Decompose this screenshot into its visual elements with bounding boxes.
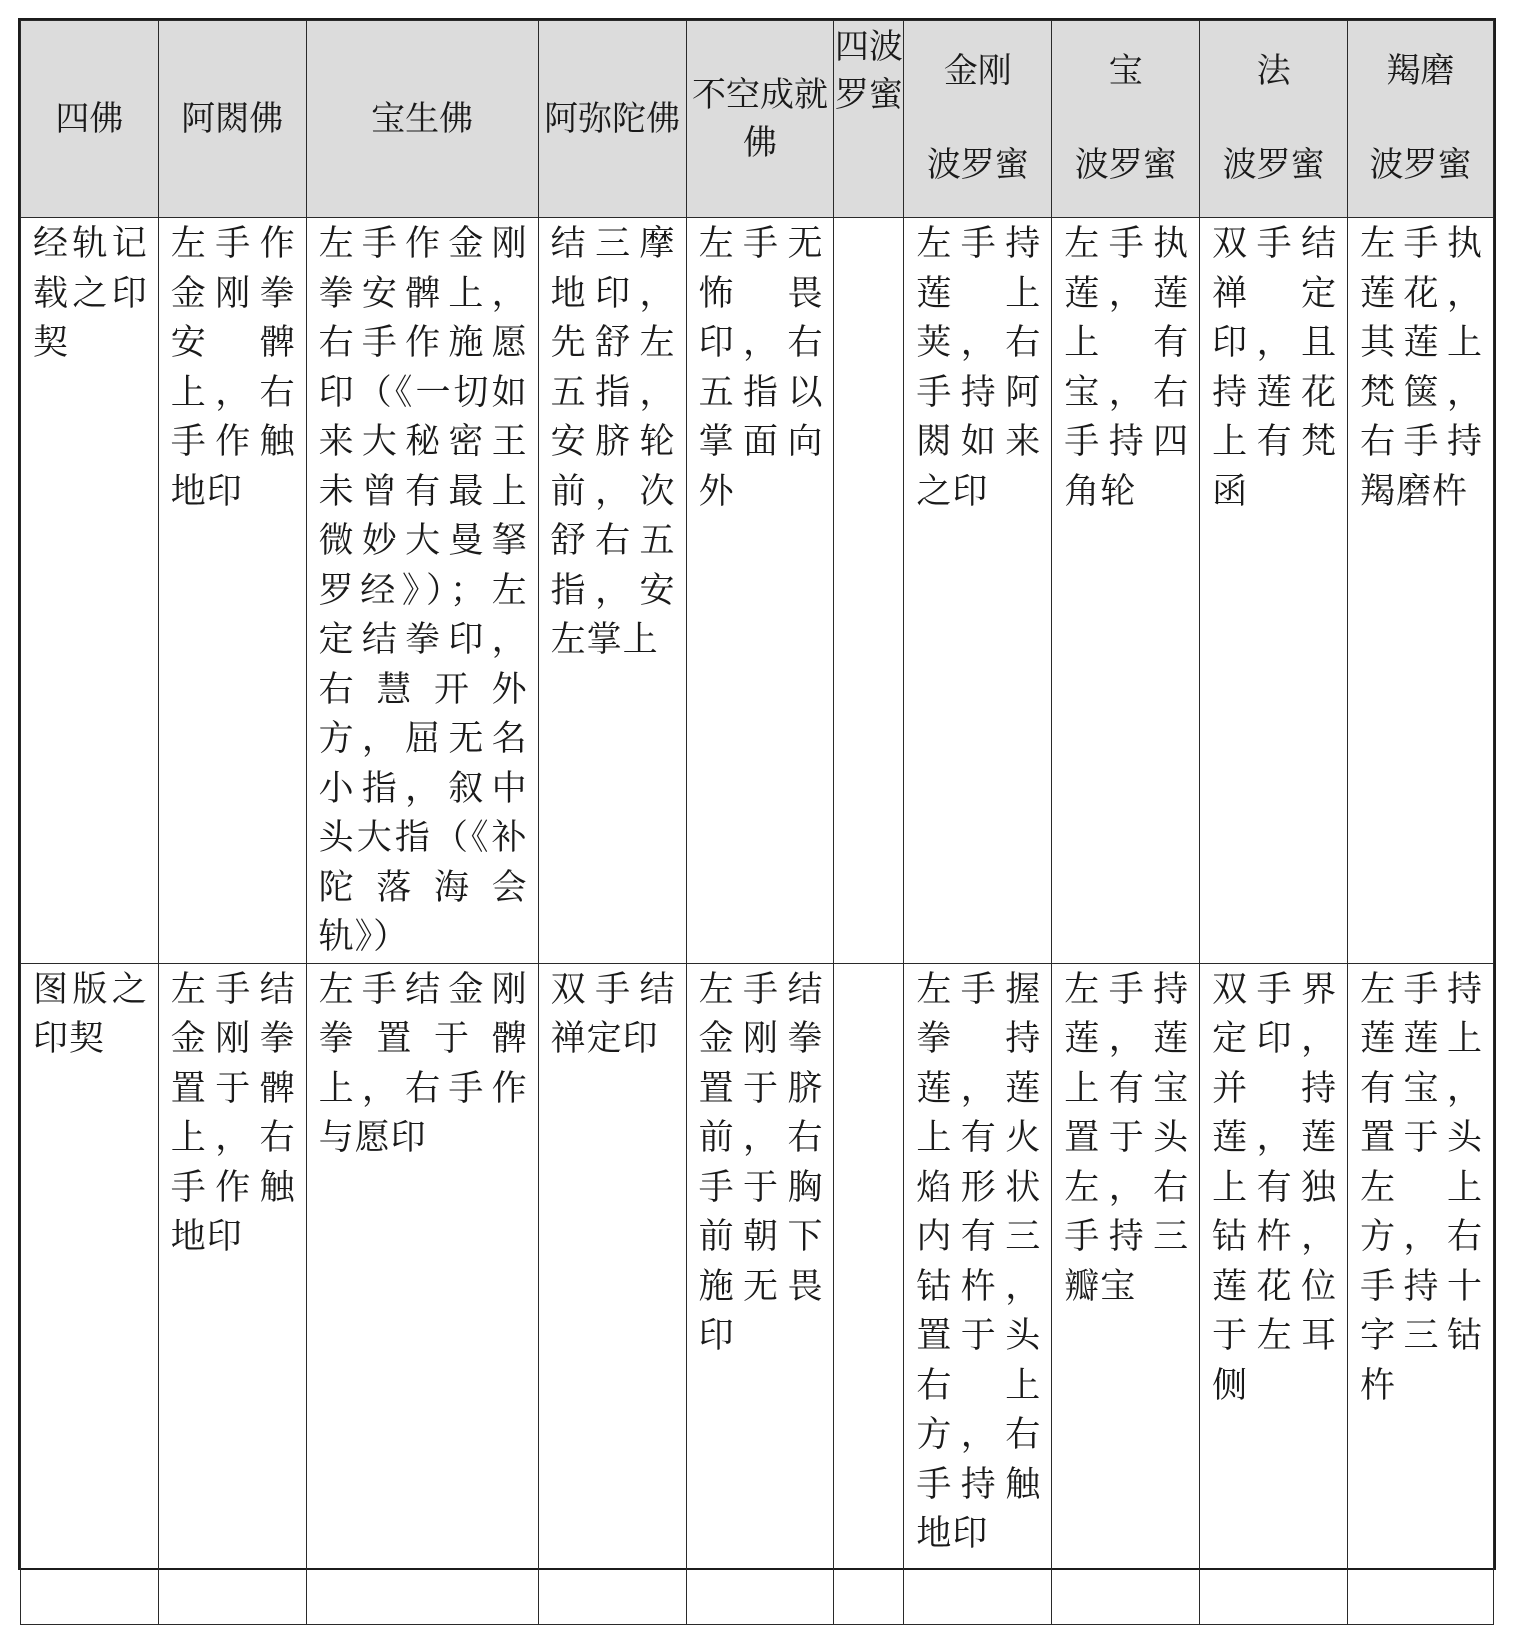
header-amoghasiddhi: 不空成就佛: [686, 21, 834, 218]
table-cell: 左手作金刚拳安髀上，右手作施愿印（《一切如来大秘密王未曾有最上微妙大曼拏罗经》）；左定结拳印，右慧开外方，屈无名小指，叙中头大指（《补陀落海会轨》）: [306, 218, 538, 964]
table-cell: 左手握拳持莲，莲上有火焰形状内有三钴杵，置于头右上方，右手持触地印: [904, 963, 1052, 1624]
table-cell: 左手持莲上荚，右手持阿閦如来之印: [904, 218, 1052, 964]
table-row: [21, 963, 1494, 1624]
header-line-1: 金刚: [943, 51, 1012, 91]
header-ratnasambhava: 宝生佛: [306, 21, 538, 218]
table-cell: 双手结禅定印: [538, 963, 686, 1624]
header-karma-paramita: [1348, 21, 1494, 218]
header-amitabha: 阿弥陀佛: [538, 21, 686, 218]
header-line-1: 羯磨: [1386, 51, 1455, 91]
table-cell: 左手持莲莲上有宝，置于头左上方，右手持十字三钴杵: [1348, 963, 1494, 1624]
table-cell: 左手无怖畏印，右五指以掌面向外: [686, 218, 834, 964]
table-cell: 左手作金刚拳安髀上，右手作触地印: [158, 218, 306, 964]
table-cell: 左手结金刚拳置于脐前，右手于胸前朝下施无畏印: [686, 963, 834, 1624]
table-cell: [834, 963, 904, 1624]
table-cell: 双手界定印，并持莲，莲上有独钴杵，莲花位于左耳侧: [1200, 963, 1348, 1624]
table-row: [21, 218, 1494, 964]
header-ratna-paramita: [1052, 21, 1200, 218]
header-four-buddhas: 四佛: [21, 21, 159, 218]
table-frame: [18, 18, 1496, 1570]
table-cell: 结三摩地印，先舒左五指，安脐轮前，次舒右五指，安左掌上: [538, 218, 686, 964]
row-label: 图版之印契: [21, 963, 159, 1624]
header-row: [21, 21, 1494, 218]
header-line-2: 波罗蜜: [926, 145, 1029, 185]
header-vajra-paramita: [904, 21, 1052, 218]
table-cell: 双手结禅定印，且持莲花上有梵函: [1200, 218, 1348, 964]
header-dharma-paramita: [1200, 21, 1348, 218]
table-cell: [834, 218, 904, 964]
header-four-paramitas: 四波罗蜜: [834, 21, 904, 218]
header-line-1: 宝: [1108, 51, 1143, 91]
table-cell: 左手结金刚拳置于髀上，右手作与愿印: [306, 963, 538, 1624]
header-akshobhya: 阿閦佛: [158, 21, 306, 218]
table-cell: 左手持莲，莲上有宝置于头左，右手持三瓣宝: [1052, 963, 1200, 1624]
header-line-2: 波罗蜜: [1369, 145, 1472, 185]
table-cell: 左手结金刚拳置于髀上，右手作触地印: [158, 963, 306, 1624]
table-cell: 左手执莲花，其莲上梵箧，右手持羯磨杵: [1348, 218, 1494, 964]
table-cell: 左手执莲，莲上有宝，右手持四角轮: [1052, 218, 1200, 964]
header-line-2: 波罗蜜: [1222, 145, 1325, 185]
row-label: 经轨记载之印契: [21, 218, 159, 964]
header-line-1: 法: [1256, 51, 1291, 91]
header-line-2: 波罗蜜: [1074, 145, 1177, 185]
comparison-table: [20, 20, 1494, 1625]
